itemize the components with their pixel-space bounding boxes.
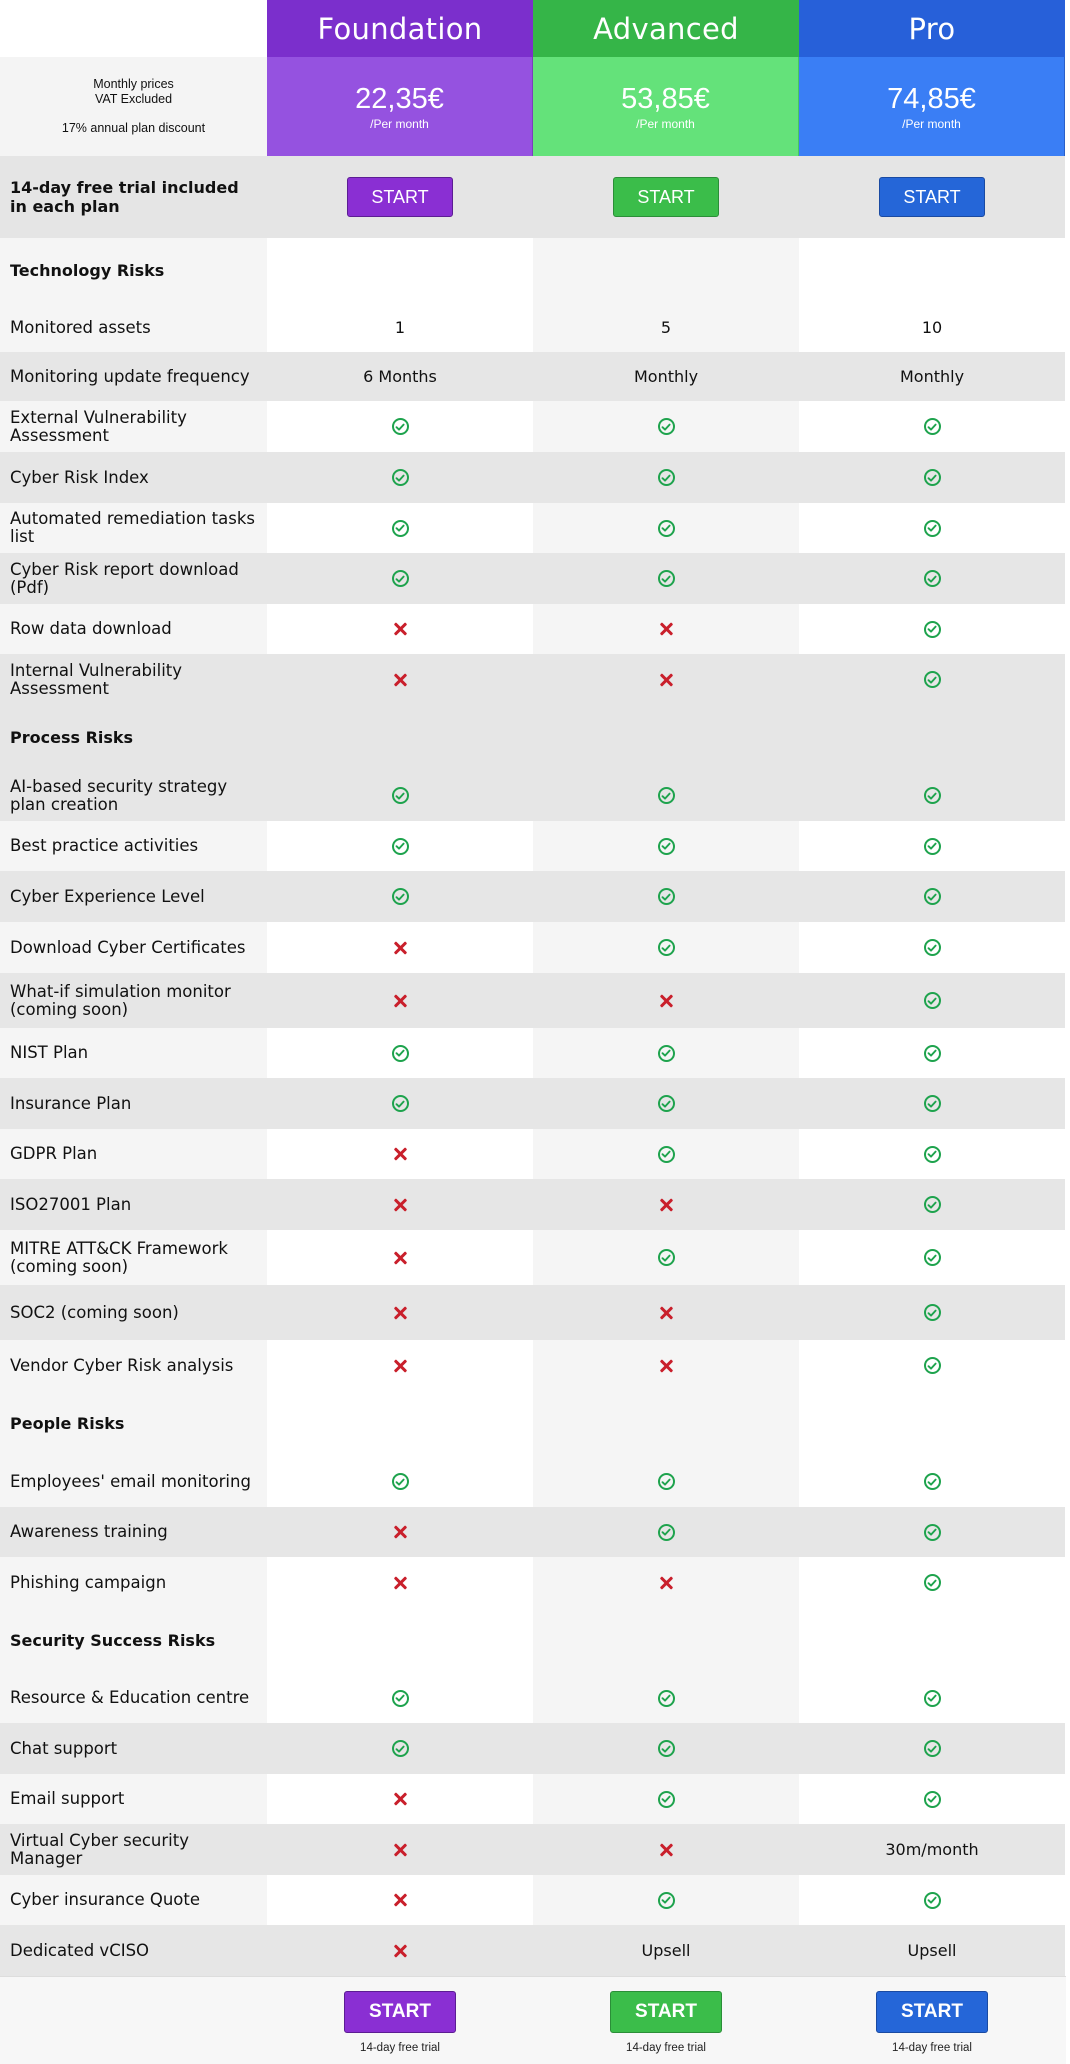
value-cell-foundation [267,604,533,654]
start-button-advanced[interactable]: START [613,177,719,217]
feature-row [0,553,1066,604]
value-cell-foundation [267,1507,533,1557]
feature-label: ISO27001 Plan [0,1179,267,1230]
check-circle-icon [924,939,941,956]
cross-icon [659,1306,673,1320]
value-cell-foundation [267,1723,533,1774]
cross-icon [393,1944,407,1958]
cross-icon [393,994,407,1008]
feature-row [0,1285,1066,1340]
value-cell-pro [799,1723,1065,1774]
value-text: 10 [921,318,943,337]
feature-label: Dedicated vCISO [0,1925,267,1976]
feature-label: Monitored assets [0,303,267,352]
feature-row [0,1179,1066,1230]
check-circle-icon [924,1146,941,1163]
check-circle-icon [658,1473,675,1490]
feature-label: Download Cyber Certificates [0,922,267,973]
value-cell-advanced [533,770,799,821]
feature-label: Cyber Experience Level [0,871,267,922]
footer-trial-note: 14-day free trial [892,2042,972,2054]
trial-cell-pro [799,156,1065,238]
feature-row [0,1129,1066,1179]
feature-label: Cyber Risk report download (Pdf) [0,553,267,604]
check-circle-icon [924,1524,941,1541]
footer-cell-foundation [267,1977,533,2064]
trial-cell-foundation [267,156,533,238]
check-circle-icon [658,1791,675,1808]
section-title: People Risks [0,1391,267,1456]
check-circle-icon [924,1791,941,1808]
value-cell-advanced [533,1557,799,1608]
value-cell-foundation [267,553,533,604]
feature-row [0,1673,1066,1723]
feature-row [0,1230,1066,1285]
check-circle-icon [924,1045,941,1062]
footer-row [0,1976,1066,2064]
value-cell-foundation [267,1391,533,1456]
value-cell-foundation [267,654,533,705]
feature-label: Row data download [0,604,267,654]
value-text: Monthly [899,367,965,386]
value-cell-advanced [533,1340,799,1391]
check-circle-icon [924,888,941,905]
feature-label: Awareness training [0,1507,267,1557]
check-circle-icon [658,1249,675,1266]
check-circle-icon [658,1892,675,1909]
feature-label: Automated remediation tasks list [0,503,267,553]
feature-row [0,604,1066,654]
value-cell-foundation [267,871,533,922]
value-cell-advanced [533,1925,799,1976]
feature-label: Email support [0,1774,267,1824]
value-cell-pro [799,1925,1065,1976]
feature-label: Cyber Risk Index [0,452,267,503]
plan-name-advanced: Advanced [533,0,799,57]
cross-icon [393,673,407,687]
check-circle-icon [924,1196,941,1213]
section-row [0,1391,1066,1456]
check-circle-icon [924,1892,941,1909]
feature-row [0,1557,1066,1608]
value-cell-foundation [267,821,533,871]
value-cell-pro [799,1875,1065,1925]
feature-label: NIST Plan [0,1028,267,1078]
check-circle-icon [658,1095,675,1112]
feature-row [0,973,1066,1028]
footer-cell-pro [799,1977,1065,2064]
feature-row [0,1507,1066,1557]
value-cell-pro [799,303,1065,352]
value-cell-pro [799,503,1065,553]
check-circle-icon [924,1249,941,1266]
price-value: 74,85€ [887,82,976,115]
pricing-note-line1: Monthly prices [93,77,174,91]
check-circle-icon [392,1740,409,1757]
value-cell-pro [799,1078,1065,1129]
value-cell-foundation [267,922,533,973]
price-period: /Per month [370,116,429,131]
value-cell-advanced [533,821,799,871]
footer-cell-advanced [533,1977,799,2064]
check-circle-icon [392,1473,409,1490]
price-row [0,57,1066,156]
footer-start-button-foundation[interactable]: START [344,1991,456,2033]
value-cell-pro [799,1557,1065,1608]
cross-icon [659,673,673,687]
value-cell-foundation [267,1456,533,1507]
value-cell-foundation [267,1673,533,1723]
value-cell-pro [799,1507,1065,1557]
value-cell-advanced [533,238,799,303]
cross-icon [393,622,407,636]
value-cell-pro [799,238,1065,303]
value-cell-foundation [267,1557,533,1608]
value-cell-pro [799,770,1065,821]
check-circle-icon [658,1146,675,1163]
check-circle-icon [924,992,941,1009]
value-cell-advanced [533,1028,799,1078]
value-cell-pro [799,871,1065,922]
check-circle-icon [924,520,941,537]
plan-name-foundation: Foundation [267,0,533,57]
footer-start-button-advanced[interactable]: START [610,1991,722,2033]
feature-label: Cyber insurance Quote [0,1875,267,1925]
feature-row [0,352,1066,401]
check-circle-icon [392,418,409,435]
price-value: 53,85€ [621,82,710,115]
value-cell-foundation [267,452,533,503]
feature-row [0,821,1066,871]
value-cell-advanced [533,1723,799,1774]
check-circle-icon [392,787,409,804]
feature-label: Virtual Cyber security Manager [0,1824,267,1875]
check-circle-icon [658,888,675,905]
check-circle-icon [924,1574,941,1591]
check-circle-icon [658,1524,675,1541]
check-circle-icon [658,520,675,537]
value-cell-advanced [533,303,799,352]
feature-label: Vendor Cyber Risk analysis [0,1340,267,1391]
check-circle-icon [924,418,941,435]
cross-icon [659,1198,673,1212]
section-title: Process Risks [0,705,267,770]
pricing-note [0,57,267,156]
feature-label: Employees' email monitoring [0,1456,267,1507]
feature-row [0,303,1066,352]
value-text: 1 [394,318,406,337]
check-circle-icon [658,939,675,956]
value-cell-pro [799,922,1065,973]
feature-row [0,503,1066,553]
cross-icon [393,1359,407,1373]
check-circle-icon [658,1740,675,1757]
section-row [0,1608,1066,1673]
check-circle-icon [392,1095,409,1112]
price-value: 22,35€ [355,82,444,115]
value-cell-advanced [533,1824,799,1875]
feature-row [0,654,1066,705]
cross-icon [659,1359,673,1373]
value-cell-pro [799,1179,1065,1230]
value-cell-foundation [267,770,533,821]
cross-icon [393,1893,407,1907]
cross-icon [659,994,673,1008]
trial-row [0,156,1066,238]
check-circle-icon [924,787,941,804]
price-foundation [267,57,533,156]
value-cell-advanced [533,553,799,604]
check-circle-icon [392,838,409,855]
check-circle-icon [658,1690,675,1707]
value-text: 6 Months [363,367,437,386]
value-cell-advanced [533,1608,799,1673]
value-cell-foundation [267,1179,533,1230]
price-period: /Per month [636,116,695,131]
value-cell-foundation [267,1774,533,1824]
footer-spacer [0,1977,267,2064]
value-cell-pro [799,973,1065,1028]
value-cell-advanced [533,1285,799,1340]
cross-icon [393,1251,407,1265]
trial-label: 14-day free trial included in each plan [0,156,267,238]
check-circle-icon [392,570,409,587]
value-cell-advanced [533,1456,799,1507]
trial-cell-advanced [533,156,799,238]
cross-icon [393,1576,407,1590]
price-pro [799,57,1065,156]
value-cell-advanced [533,654,799,705]
value-cell-foundation [267,503,533,553]
value-cell-pro [799,1608,1065,1673]
check-circle-icon [924,1690,941,1707]
value-cell-foundation [267,1028,533,1078]
cross-icon [393,1147,407,1161]
cross-icon [393,941,407,955]
value-cell-pro [799,604,1065,654]
feature-label: What-if simulation monitor (coming soon) [0,973,267,1028]
cross-icon [393,1792,407,1806]
check-circle-icon [924,621,941,638]
value-cell-advanced [533,503,799,553]
value-cell-pro [799,452,1065,503]
value-cell-pro [799,654,1065,705]
footer-start-button-pro[interactable]: START [876,1991,988,2033]
value-cell-advanced [533,1391,799,1456]
value-cell-foundation [267,352,533,401]
feature-rows [0,238,1066,1976]
pricing-note-discount: 17% annual plan discount [61,121,206,135]
check-circle-icon [392,1690,409,1707]
feature-label: MITRE ATT&CK Framework (coming soon) [0,1230,267,1285]
feature-row [0,871,1066,922]
check-circle-icon [924,1095,941,1112]
check-circle-icon [392,469,409,486]
check-circle-icon [658,1045,675,1062]
check-circle-icon [392,888,409,905]
feature-label: Monitoring update frequency [0,352,267,401]
check-circle-icon [658,418,675,435]
plan-name-pro: Pro [799,0,1065,57]
footer-trial-note: 14-day free trial [360,2042,440,2054]
cross-icon [393,1198,407,1212]
feature-row [0,922,1066,973]
value-text: Monthly [633,367,699,386]
feature-label: Insurance Plan [0,1078,267,1129]
value-cell-foundation [267,1608,533,1673]
value-text: Upsell [641,1941,691,1960]
value-cell-pro [799,1230,1065,1285]
feature-row [0,452,1066,503]
section-title: Technology Risks [0,238,267,303]
feature-row [0,1774,1066,1824]
footer-trial-note: 14-day free trial [626,2042,706,2054]
value-cell-foundation [267,705,533,770]
value-cell-foundation [267,973,533,1028]
value-cell-foundation [267,303,533,352]
start-button-foundation[interactable]: START [347,177,453,217]
value-cell-pro [799,1673,1065,1723]
value-cell-pro [799,1129,1065,1179]
value-text: 5 [660,318,672,337]
section-title: Security Success Risks [0,1608,267,1673]
value-cell-advanced [533,604,799,654]
value-cell-pro [799,352,1065,401]
value-cell-advanced [533,1774,799,1824]
value-cell-advanced [533,352,799,401]
value-cell-pro [799,1824,1065,1875]
value-cell-pro [799,401,1065,452]
feature-row [0,1078,1066,1129]
check-circle-icon [924,469,941,486]
value-cell-foundation [267,1925,533,1976]
value-cell-advanced [533,1507,799,1557]
check-circle-icon [924,1473,941,1490]
plan-header-row [0,0,1066,57]
value-cell-foundation [267,401,533,452]
feature-row [0,1925,1066,1976]
feature-row [0,770,1066,821]
feature-row [0,1723,1066,1774]
value-cell-pro [799,705,1065,770]
value-cell-advanced [533,922,799,973]
value-cell-advanced [533,452,799,503]
value-text: 30m/month [885,1840,979,1859]
price-advanced [533,57,799,156]
section-row [0,238,1066,303]
value-cell-foundation [267,1824,533,1875]
pricing-note-line2: VAT Excluded [94,92,173,106]
cross-icon [393,1843,407,1857]
feature-label: Best practice activities [0,821,267,871]
feature-label: GDPR Plan [0,1129,267,1179]
cross-icon [659,622,673,636]
feature-row [0,1028,1066,1078]
value-cell-pro [799,1340,1065,1391]
cross-icon [659,1843,673,1857]
value-cell-foundation [267,1875,533,1925]
value-cell-advanced [533,1129,799,1179]
cross-icon [393,1306,407,1320]
value-cell-advanced [533,401,799,452]
value-cell-pro [799,1456,1065,1507]
feature-label: Internal Vulnerability Assessment [0,654,267,705]
feature-row [0,1340,1066,1391]
value-cell-foundation [267,1285,533,1340]
feature-row [0,1875,1066,1925]
value-cell-pro [799,553,1065,604]
value-cell-advanced [533,1179,799,1230]
cross-icon [659,1576,673,1590]
section-row [0,705,1066,770]
price-period: /Per month [902,116,961,131]
value-cell-foundation [267,1340,533,1391]
value-cell-foundation [267,238,533,303]
value-cell-pro [799,821,1065,871]
value-cell-foundation [267,1129,533,1179]
start-button-pro[interactable]: START [879,177,985,217]
value-text: Upsell [907,1941,957,1960]
value-cell-advanced [533,1673,799,1723]
check-circle-icon [392,520,409,537]
value-cell-advanced [533,1875,799,1925]
feature-row [0,1456,1066,1507]
value-cell-pro [799,1285,1065,1340]
check-circle-icon [658,787,675,804]
cross-icon [393,1525,407,1539]
check-circle-icon [924,570,941,587]
value-cell-advanced [533,1230,799,1285]
value-cell-advanced [533,1078,799,1129]
check-circle-icon [392,1045,409,1062]
check-circle-icon [924,1304,941,1321]
value-cell-advanced [533,973,799,1028]
feature-label: Phishing campaign [0,1557,267,1608]
check-circle-icon [658,469,675,486]
feature-label: Resource & Education centre [0,1673,267,1723]
check-circle-icon [658,570,675,587]
value-cell-pro [799,1774,1065,1824]
check-circle-icon [924,1357,941,1374]
feature-label: External Vulnerability Assessment [0,401,267,452]
value-cell-pro [799,1391,1065,1456]
check-circle-icon [924,671,941,688]
feature-row [0,1824,1066,1875]
feature-row [0,401,1066,452]
value-cell-foundation [267,1078,533,1129]
value-cell-foundation [267,1230,533,1285]
value-cell-advanced [533,705,799,770]
value-cell-pro [799,1028,1065,1078]
check-circle-icon [924,838,941,855]
value-cell-advanced [533,871,799,922]
check-circle-icon [924,1740,941,1757]
feature-label: AI-based security strategy plan creation [0,770,267,821]
check-circle-icon [658,838,675,855]
feature-label: Chat support [0,1723,267,1774]
feature-label: SOC2 (coming soon) [0,1285,267,1340]
header-spacer [0,0,267,57]
